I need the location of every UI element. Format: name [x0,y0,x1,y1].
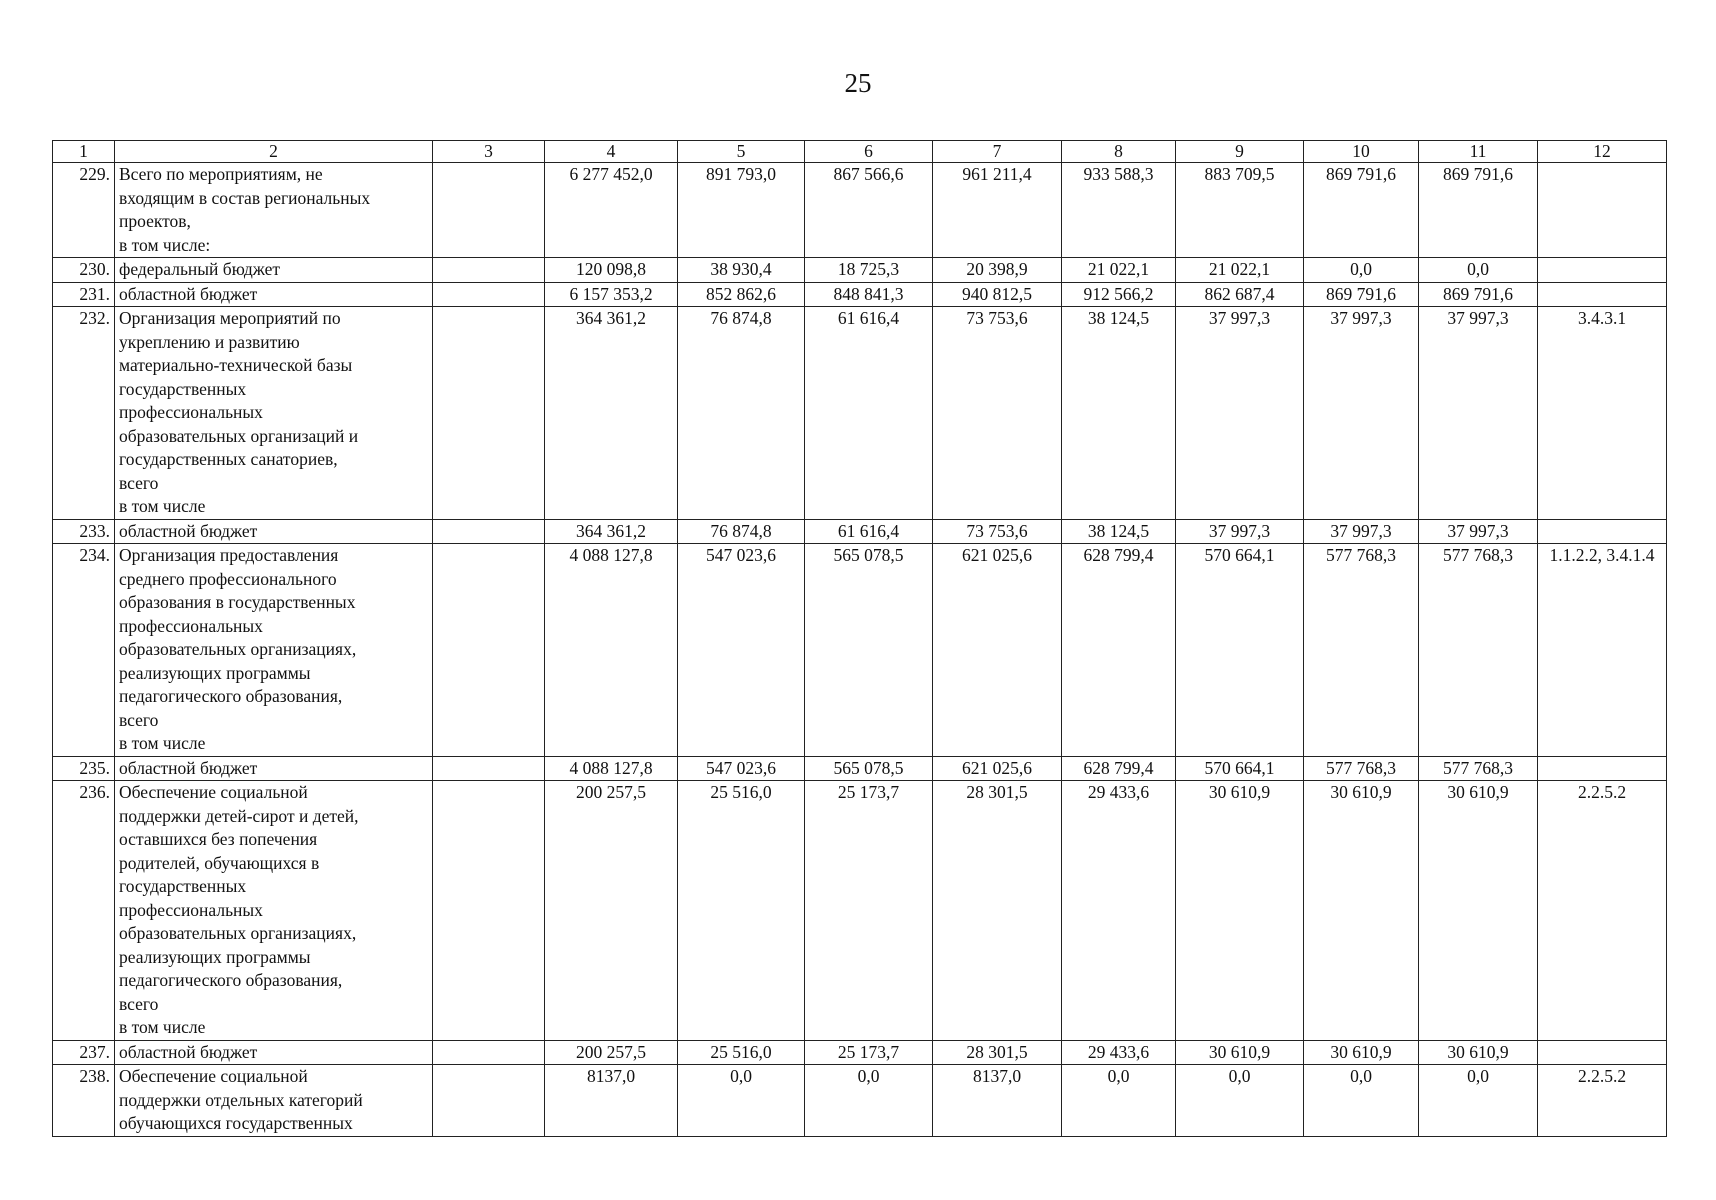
description-cell: Организация мероприятий по укреплению и развитию материально-технической базы государственных профессиональных образовательных организаций и государственных санаториев, всего в том числе [115,307,433,520]
column-3-cell [433,282,545,307]
value-cell: 30 610,9 [1419,1040,1538,1065]
reference-cell [1538,756,1667,781]
column-3-cell [433,544,545,757]
value-cell: 628 799,4 [1062,544,1176,757]
row-number-cell: 234. [53,544,115,757]
value-cell: 862 687,4 [1176,282,1304,307]
value-cell: 0,0 [805,1065,933,1137]
column-3-cell [433,163,545,258]
value-cell: 621 025,6 [933,544,1062,757]
value-cell: 621 025,6 [933,756,1062,781]
table-row [53,1040,1667,1065]
value-cell: 577 768,3 [1419,544,1538,757]
value-cell: 37 997,3 [1419,307,1538,520]
reference-cell [1538,519,1667,544]
row-number-cell: 233. [53,519,115,544]
row-number-cell: 232. [53,307,115,520]
column-header: 4 [545,141,678,163]
row-number-cell: 236. [53,781,115,1041]
value-cell: 565 078,5 [805,544,933,757]
value-cell: 30 610,9 [1304,781,1419,1041]
value-cell: 73 753,6 [933,519,1062,544]
value-cell: 570 664,1 [1176,756,1304,781]
table-row [53,282,1667,307]
value-cell: 565 078,5 [805,756,933,781]
column-header: 2 [115,141,433,163]
column-3-cell [433,781,545,1041]
value-cell: 25 173,7 [805,781,933,1041]
value-cell: 8137,0 [933,1065,1062,1137]
value-cell: 37 997,3 [1304,519,1419,544]
value-cell: 0,0 [1419,258,1538,283]
table-row [53,307,1667,520]
value-cell: 25 516,0 [678,781,805,1041]
column-3-cell [433,258,545,283]
value-cell: 0,0 [1062,1065,1176,1137]
value-cell: 30 610,9 [1304,1040,1419,1065]
column-3-cell [433,756,545,781]
value-cell: 38 930,4 [678,258,805,283]
value-cell: 6 277 452,0 [545,163,678,258]
value-cell: 21 022,1 [1176,258,1304,283]
value-cell: 200 257,5 [545,1040,678,1065]
description-cell: Обеспечение социальной поддержки детей-сирот и детей, оставшихся без попечения родителей, обучающихся в государственных профессиональных образовательных организациях, реализующих программы педагогического образования, всего в том числе [115,781,433,1041]
value-cell: 933 588,3 [1062,163,1176,258]
value-cell: 4 088 127,8 [545,544,678,757]
value-cell: 76 874,8 [678,519,805,544]
column-header: 11 [1419,141,1538,163]
value-cell: 883 709,5 [1176,163,1304,258]
column-header: 12 [1538,141,1667,163]
table-row [53,163,1667,258]
description-cell: Организация предоставления среднего профессионального образования в государственных профессиональных образовательных организациях, реализующих программы педагогического образования, всего в том числе [115,544,433,757]
value-cell: 961 211,4 [933,163,1062,258]
value-cell: 628 799,4 [1062,756,1176,781]
value-cell: 570 664,1 [1176,544,1304,757]
value-cell: 29 433,6 [1062,781,1176,1041]
value-cell: 4 088 127,8 [545,756,678,781]
value-cell: 120 098,8 [545,258,678,283]
value-cell: 577 768,3 [1419,756,1538,781]
value-cell: 30 610,9 [1176,781,1304,1041]
reference-cell [1538,163,1667,258]
value-cell: 0,0 [1304,1065,1419,1137]
table-row [53,756,1667,781]
value-cell: 30 610,9 [1176,1040,1304,1065]
column-header: 10 [1304,141,1419,163]
column-header: 5 [678,141,805,163]
value-cell: 37 997,3 [1176,307,1304,520]
value-cell: 869 791,6 [1419,163,1538,258]
reference-cell [1538,258,1667,283]
column-3-cell [433,1040,545,1065]
reference-cell [1538,1040,1667,1065]
value-cell: 848 841,3 [805,282,933,307]
table-row [53,781,1667,1041]
value-cell: 547 023,6 [678,544,805,757]
value-cell: 29 433,6 [1062,1040,1176,1065]
column-header: 8 [1062,141,1176,163]
value-cell: 37 997,3 [1419,519,1538,544]
value-cell: 852 862,6 [678,282,805,307]
value-cell: 28 301,5 [933,1040,1062,1065]
value-cell: 867 566,6 [805,163,933,258]
column-header: 9 [1176,141,1304,163]
value-cell: 38 124,5 [1062,519,1176,544]
reference-cell: 3.4.3.1 [1538,307,1667,520]
column-header: 6 [805,141,933,163]
table-row [53,544,1667,757]
row-number-cell: 229. [53,163,115,258]
column-header: 7 [933,141,1062,163]
value-cell: 30 610,9 [1419,781,1538,1041]
page-number: 25 [844,68,872,98]
value-cell: 577 768,3 [1304,544,1419,757]
value-cell: 869 791,6 [1419,282,1538,307]
value-cell: 37 997,3 [1304,307,1419,520]
column-3-cell [433,519,545,544]
value-cell: 0,0 [1304,258,1419,283]
value-cell: 869 791,6 [1304,282,1419,307]
column-3-cell [433,307,545,520]
value-cell: 20 398,9 [933,258,1062,283]
value-cell: 73 753,6 [933,307,1062,520]
value-cell: 891 793,0 [678,163,805,258]
value-cell: 577 768,3 [1304,756,1419,781]
value-cell: 200 257,5 [545,781,678,1041]
value-cell: 61 616,4 [805,307,933,520]
table-row [53,258,1667,283]
value-cell: 8137,0 [545,1065,678,1137]
value-cell: 25 516,0 [678,1040,805,1065]
value-cell: 25 173,7 [805,1040,933,1065]
column-header: 1 [53,141,115,163]
row-number-cell: 231. [53,282,115,307]
value-cell: 364 361,2 [545,307,678,520]
reference-cell [1538,282,1667,307]
description-cell: областной бюджет [115,282,433,307]
description-cell: Всего по мероприятиям, не входящим в состав региональных проектов, в том числе: [115,163,433,258]
value-cell: 18 725,3 [805,258,933,283]
budget-table [52,140,1667,1137]
value-cell: 76 874,8 [678,307,805,520]
value-cell: 0,0 [1419,1065,1538,1137]
table-row [53,519,1667,544]
value-cell: 869 791,6 [1304,163,1419,258]
reference-cell: 2.2.5.2 [1538,781,1667,1041]
table-row [53,1065,1667,1137]
header-row [53,141,1667,163]
value-cell: 61 616,4 [805,519,933,544]
value-cell: 28 301,5 [933,781,1062,1041]
value-cell: 940 812,5 [933,282,1062,307]
value-cell: 38 124,5 [1062,307,1176,520]
reference-cell: 2.2.5.2 [1538,1065,1667,1137]
value-cell: 912 566,2 [1062,282,1176,307]
column-3-cell [433,1065,545,1137]
description-cell: областной бюджет [115,1040,433,1065]
reference-cell: 1.1.2.2, 3.4.1.4 [1538,544,1667,757]
description-cell: федеральный бюджет [115,258,433,283]
value-cell: 0,0 [678,1065,805,1137]
description-cell: областной бюджет [115,519,433,544]
row-number-cell: 237. [53,1040,115,1065]
row-number-cell: 238. [53,1065,115,1137]
value-cell: 364 361,2 [545,519,678,544]
value-cell: 21 022,1 [1062,258,1176,283]
value-cell: 6 157 353,2 [545,282,678,307]
description-cell: Обеспечение социальной поддержки отдельных категорий обучающихся государственных [115,1065,433,1137]
value-cell: 37 997,3 [1176,519,1304,544]
row-number-cell: 235. [53,756,115,781]
value-cell: 0,0 [1176,1065,1304,1137]
row-number-cell: 230. [53,258,115,283]
value-cell: 547 023,6 [678,756,805,781]
description-cell: областной бюджет [115,756,433,781]
column-header: 3 [433,141,545,163]
